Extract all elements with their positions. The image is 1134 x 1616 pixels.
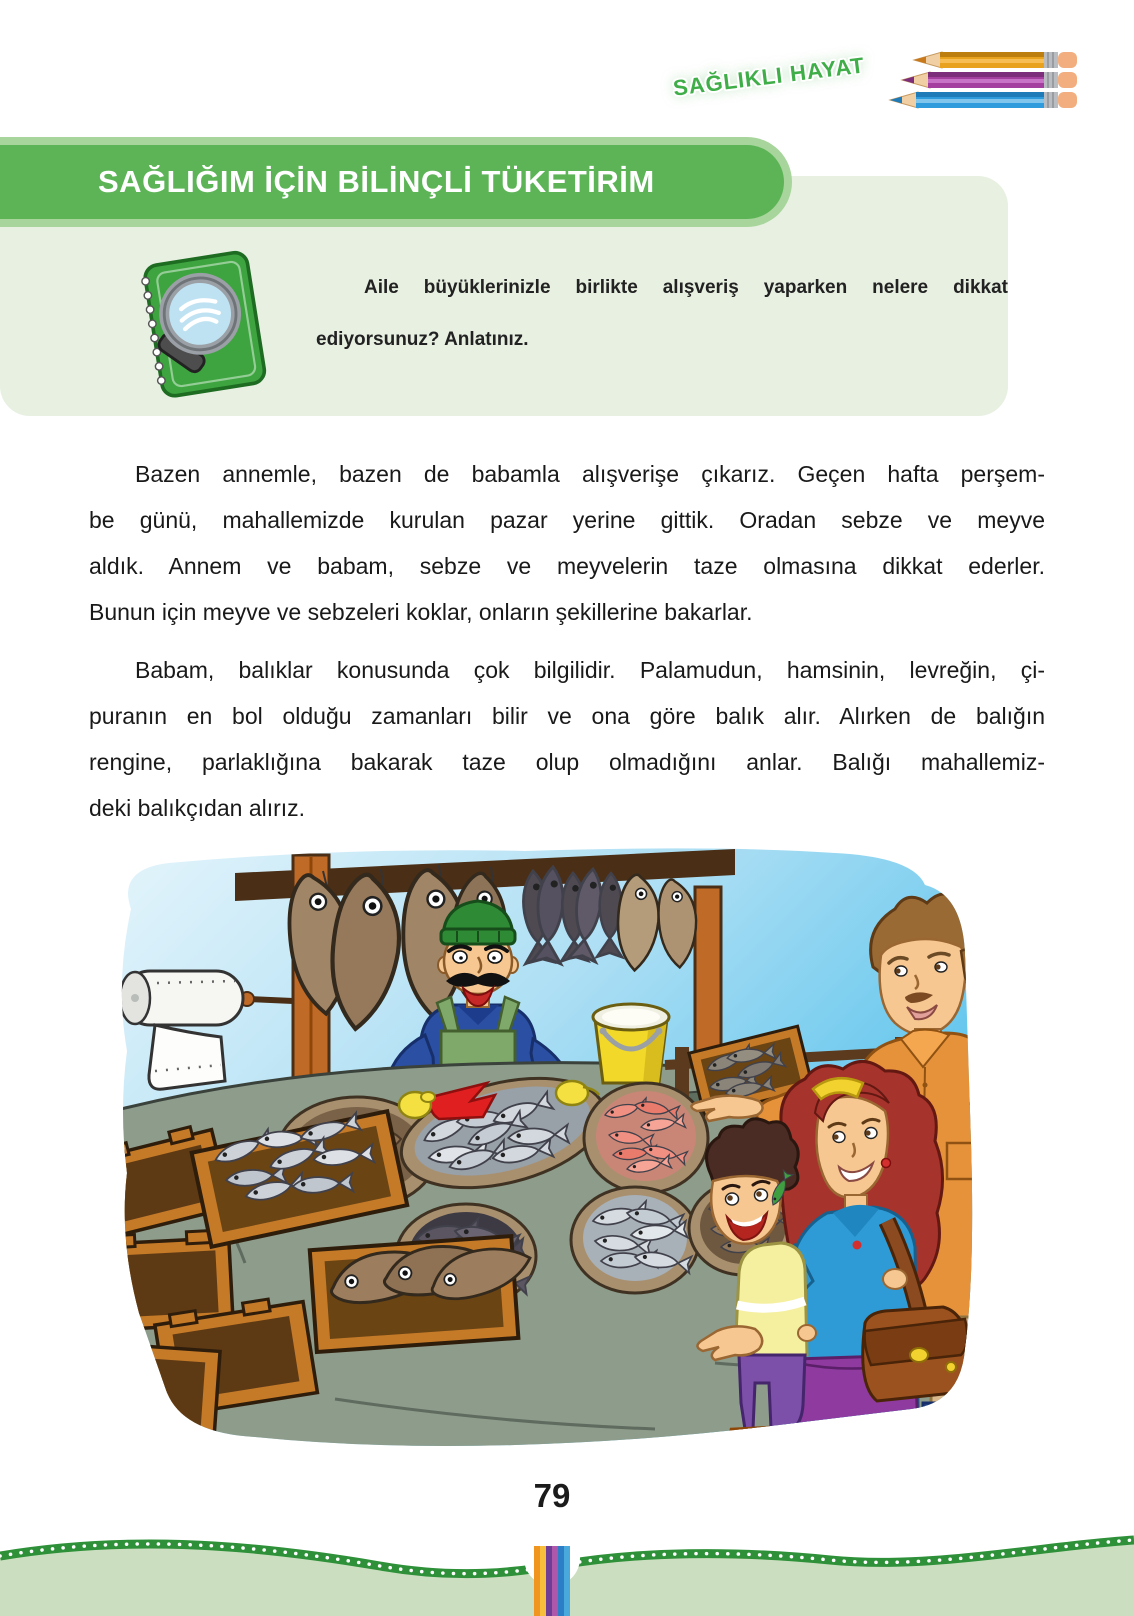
prompt-line: Aile büyüklerinizle birlikte alışveriş yaparken nelere dikkat	[364, 277, 1008, 298]
shoulder-bag	[863, 1307, 968, 1401]
text-line: puranın en bol olduğu zamanları bilir ve ona göre balık alır. Alırken de balığın	[89, 703, 1045, 729]
fish-tray-pink	[584, 1083, 708, 1193]
text-line: deki balıkçıdan alırız.	[89, 795, 306, 821]
page-number: 79	[533, 1477, 571, 1514]
discussion-prompt	[316, 262, 1008, 366]
footer-stripes	[534, 1546, 570, 1616]
pencil-orange	[914, 52, 1077, 68]
text-line: be günü, mahallemizde kurulan pazar yerine gittik. Oradan sebze ve meyve	[89, 507, 1045, 533]
pencils-icon	[876, 50, 1081, 114]
pencil-purple	[902, 72, 1077, 88]
chapter-badge: SAĞLIKLI HAYAT	[671, 52, 867, 101]
pencil-blue	[890, 92, 1077, 108]
bucket	[593, 1004, 669, 1083]
fish-market-illustration	[95, 843, 985, 1453]
lesson-title-banner	[0, 137, 792, 227]
text-line: Bunun için meyve ve sebzeleri koklar, onların şekillerine bakarlar.	[89, 599, 753, 625]
notebook-magnifier-icon	[100, 243, 293, 410]
fish-tray-mackerel	[571, 1187, 699, 1293]
footer-wave	[0, 1520, 1134, 1616]
prompt-line: ediyorsunuz? Anlatınız.	[316, 329, 529, 350]
text-line: Bazen annemle, bazen de babamla alışverişe çıkarız. Geçen hafta perşem-	[135, 461, 1045, 487]
text-line: Babam, balıklar konusunda çok bilgilidir. Palamudun, hamsinin, levreğin, çi-	[135, 657, 1045, 683]
text-line: rengine, parlaklığına bakarak taze olup olmadığını anlar. Balığı mahallemiz-	[89, 749, 1045, 775]
text-line: aldık. Annem ve babam, sebze ve meyvelerin taze olmasına dikkat ederler.	[89, 553, 1045, 579]
article	[89, 451, 1045, 831]
crate-flatfish	[310, 1233, 541, 1352]
lesson-title: SAĞLIĞIM İÇİN BİLİNÇLİ TÜKETİRİM	[98, 164, 655, 199]
